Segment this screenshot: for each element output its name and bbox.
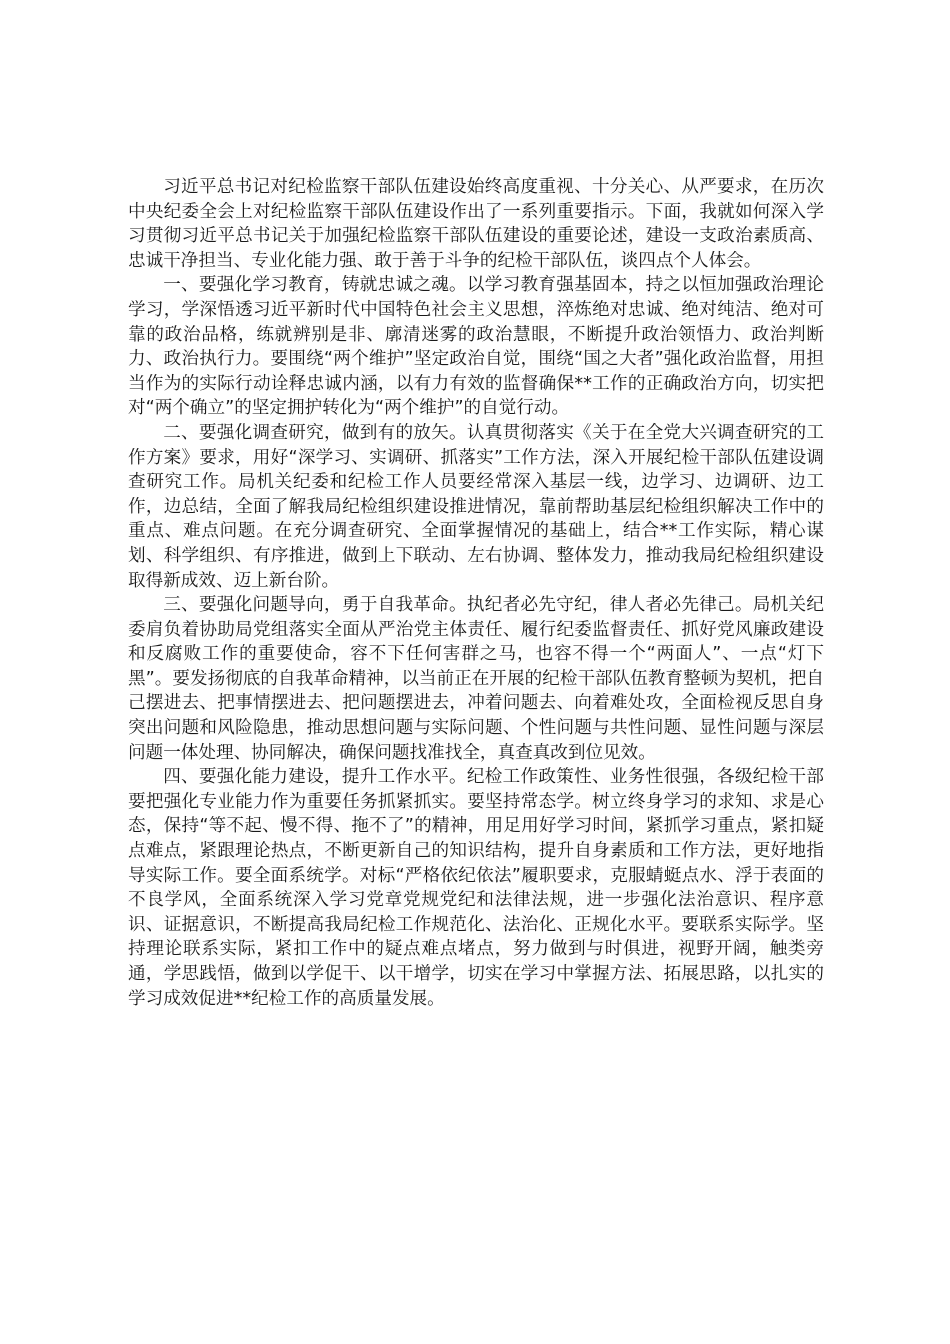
paragraph-section-3: 三、要强化问题导向，勇于自我革命。执纪者必先守纪，律人者必先律己。局机关纪委肩负着协助局党组落实全面从严治党主体责任、履行纪委监督责任、抓好党风廉政建设和反腐败工作的重要使命，容不下任何害群之马，也容不得一个“两面人”、一点“灯下黑”。要发扬彻底的自我革命精神，以当前正在开展的纪检干部队伍教育整顿为契机，把自己摆进去、把事情摆进去、把问题摆进去，冲着问题去、向着难处攻，全面检视反思自身突出问题和风险隐患，推动思想问题与实际问题、个性问题与共性问题、显性问题与深层问题一体处理、协同解决，确保问题找准找全，真查真改到位见效。 bbox=[128, 595, 824, 763]
paragraph-intro: 习近平总书记对纪检监察干部队伍建设始终高度重视、十分关心、从严要求，在历次中央纪委全会上对纪检监察干部队伍建设作出了一系列重要指示。下面，我就如何深入学习贯彻习近平总书记关于加强纪检监察干部队伍建设的重要论述，建设一支政治素质高、忠诚干净担当、专业化能力强、敢于善于斗争的纪检干部队伍，谈四点个人体会。 bbox=[128, 177, 824, 271]
paragraph-section-1: 一、要强化学习教育，铸就忠诚之魂。以学习教育强基固本，持之以恒加强政治理论学习，学深悟透习近平新时代中国特色社会主义思想，淬炼绝对忠诚、绝对纯洁、绝对可靠的政治品格，练就辨别是非、廓清迷雾的政治慧眼，不断提升政治领悟力、政治判断力、政治执行力。要围绕“两个维护”坚定政治自觉，围绕“国之大者”强化政治监督，用担当作为的实际行动诠释忠诚内涵，以有力有效的监督确保**工作的正确政治方向，切实把对“两个确立”的坚定拥护转化为“两个维护”的自觉行动。 bbox=[128, 275, 824, 419]
paragraph-section-4: 四、要强化能力建设，提升工作水平。纪检工作政策性、业务性很强，各级纪检干部要把强化专业能力作为重要任务抓紧抓实。要坚持常态学。树立终身学习的求知、求是心态，保持“等不起、慢不得、拖不了”的精神，用足用好学习时间，紧抓学习重点，紧扣疑点难点，紧跟理论热点，不断更新自己的知识结构，提升自身素质和工作方法，更好地指导实际工作。要全面系统学。对标“严格依纪依法”履职要求，克服蜻蜓点水、浮于表面的不良学风，全面系统深入学习党章党规党纪和法律法规，进一步强化法治意识、程序意识、证据意识，不断提高我局纪检工作规范化、法治化、正规化水平。要联系实际学。坚持理论联系实际，紧扣工作中的疑点难点堵点，努力做到与时俱进，视野开阔，触类旁通，学思践悟，做到以学促干、以干增学，切实在学习中掌握方法、拓展思路，以扎实的学习成效促进**纪检工作的高质量发展。 bbox=[128, 767, 824, 1009]
document-body bbox=[128, 175, 824, 1011]
paragraph-section-2: 二、要强化调查研究，做到有的放矢。认真贯彻落实《关于在全党大兴调查研究的工作方案》要求，用好“深学习、实调研、抓落实”工作方法，深入开展纪检干部队伍建设调查研究工作。局机关纪委和纪检工作人员要经常深入基层一线，边学习、边调研、边工作，边总结，全面了解我局纪检组织建设推进情况，靠前帮助基层纪检组织解决工作中的重点、难点问题。在充分调查研究、全面掌握情况的基础上，结合**工作实际，精心谋划、科学组织、有序推进，做到上下联动、左右协调、整体发力，推动我局纪检组织建设取得新成效、迈上新台阶。 bbox=[128, 422, 824, 591]
